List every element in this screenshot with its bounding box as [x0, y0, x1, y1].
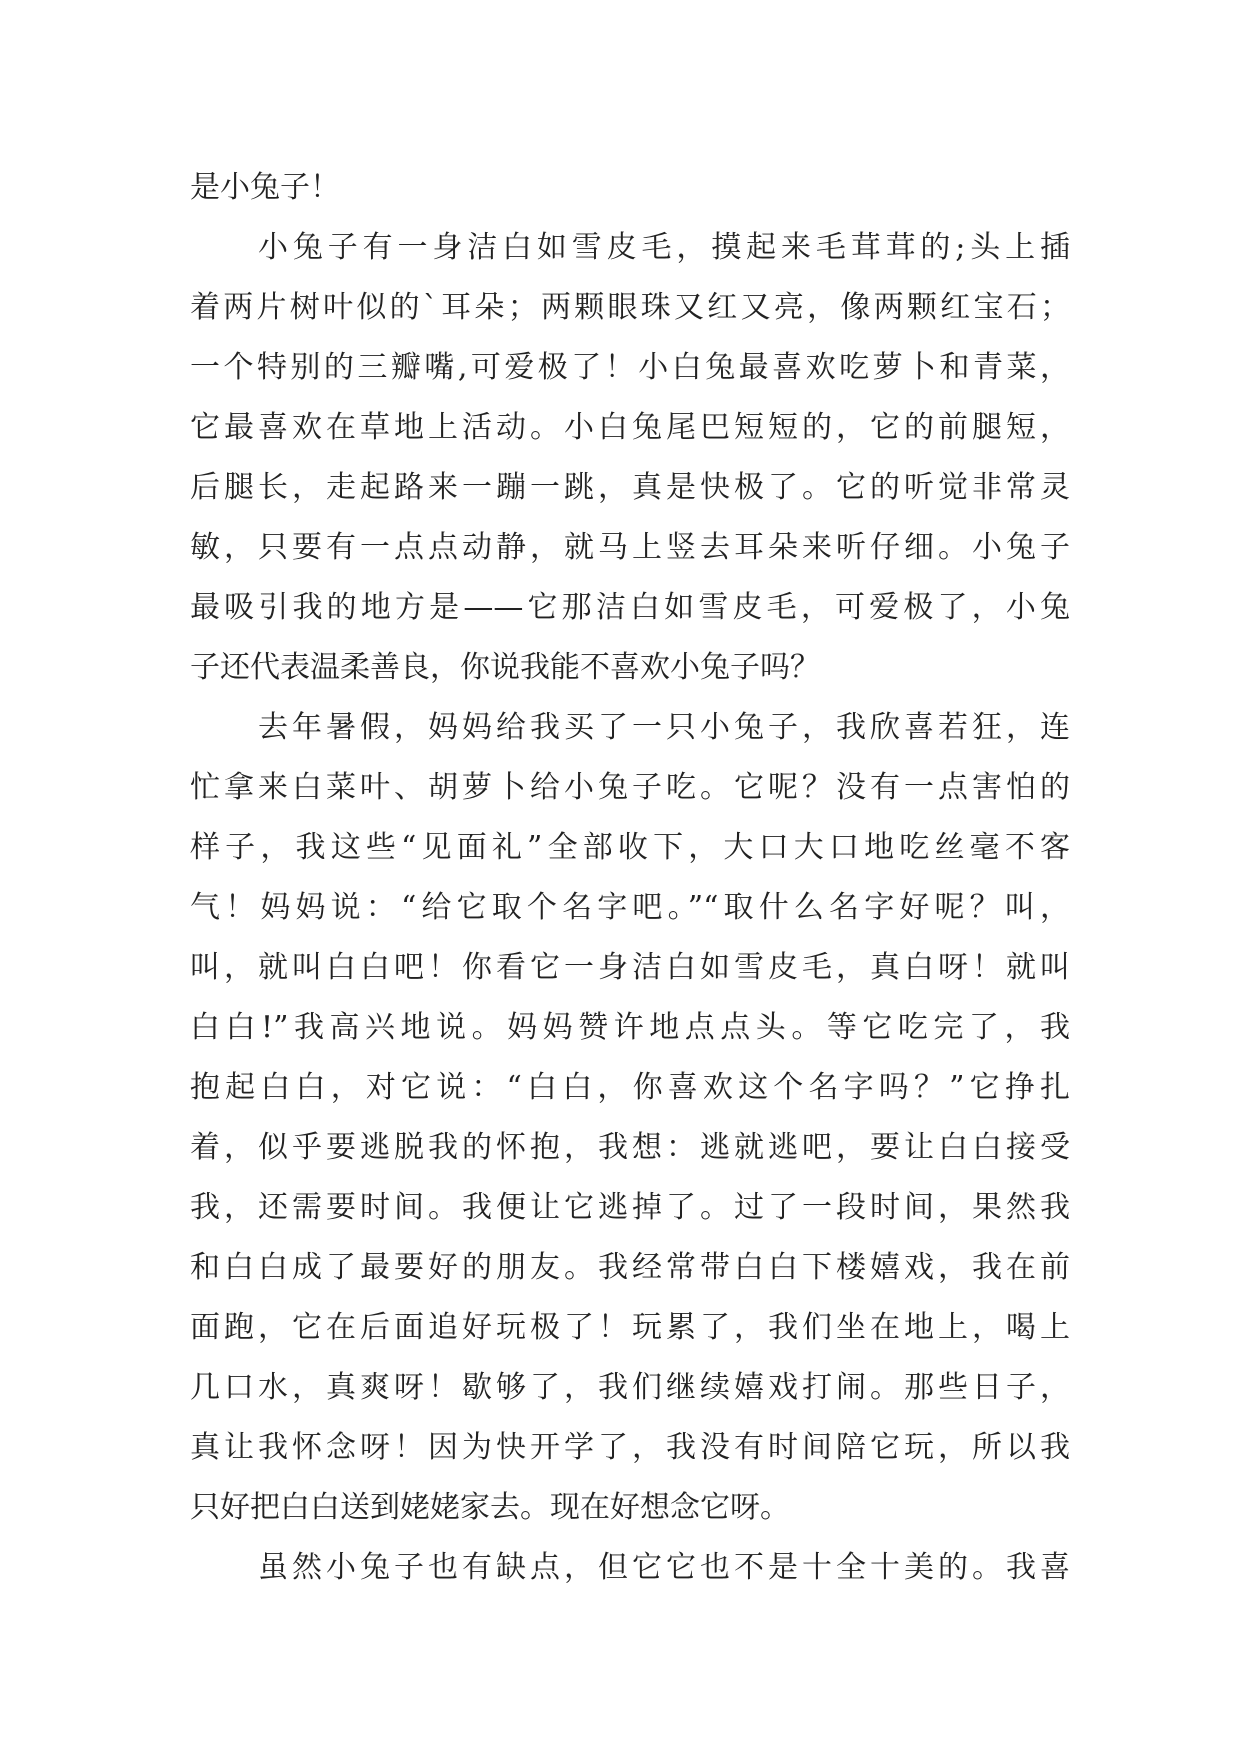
text-line: 和白白成了最要好的朋友。我经常带白白下楼嬉戏，我在前: [190, 1250, 1070, 1285]
text-line: 最吸引我的地方是——它那洁白如雪皮毛，可爱极了，小兔: [190, 590, 1070, 625]
text-line: 气！妈妈说：“给它取个名字吧。”“取什么名字好呢？叫，: [190, 890, 1070, 925]
text-line: 着两片树叶似的`耳朵；两颗眼珠又红又亮，像两颗红宝石；: [190, 290, 1070, 325]
text-line: 小兔子有一身洁白如雪皮毛，摸起来毛茸茸的;头上插: [258, 230, 1070, 265]
text-line: 抱起白白，对它说：“白白，你喜欢这个名字吗？”它挣扎: [190, 1070, 1070, 1105]
text-line: 我，还需要时间。我便让它逃掉了。过了一段时间，果然我: [190, 1190, 1070, 1225]
text-line: 子还代表温柔善良，你说我能不喜欢小兔子吗？: [190, 650, 820, 685]
text-line: 样子，我这些“见面礼”全部收下，大口大口地吃丝毫不客: [190, 830, 1070, 865]
text-line: 一个特别的三瓣嘴,可爱极了！小白兔最喜欢吃萝卜和青菜，: [190, 350, 1070, 385]
text-line: 只好把白白送到姥姥家去。现在好想念它呀。: [190, 1490, 790, 1525]
text-line: 真让我怀念呀！因为快开学了，我没有时间陪它玩，所以我: [190, 1430, 1070, 1465]
text-line: 叫，就叫白白吧！你看它一身洁白如雪皮毛，真白呀！就叫: [190, 950, 1070, 985]
text-line: 它最喜欢在草地上活动。小白兔尾巴短短的，它的前腿短，: [190, 410, 1070, 445]
text-line: 几口水，真爽呀！歇够了，我们继续嬉戏打闹。那些日子，: [190, 1370, 1070, 1405]
text-line: 虽然小兔子也有缺点，但它它也不是十全十美的。我喜: [258, 1550, 1070, 1585]
text-line: 白白!”我高兴地说。妈妈赞许地点点头。等它吃完了，我: [190, 1010, 1070, 1045]
text-line: 是小兔子！: [190, 170, 340, 205]
essay-body: [190, 158, 1070, 1598]
text-line: 敏，只要有一点点动静，就马上竖去耳朵来听仔细。小兔子: [190, 530, 1070, 565]
text-line: 着，似乎要逃脱我的怀抱，我想：逃就逃吧，要让白白接受: [190, 1130, 1070, 1165]
text-line: 面跑，它在后面追好玩极了！玩累了，我们坐在地上，喝上: [190, 1310, 1070, 1345]
text-line: 后腿长，走起路来一蹦一跳，真是快极了。它的听觉非常灵: [190, 470, 1070, 505]
text-line: 忙拿来白菜叶、胡萝卜给小兔子吃。它呢？没有一点害怕的: [190, 770, 1070, 805]
text-line: 去年暑假，妈妈给我买了一只小兔子，我欣喜若狂，连: [258, 710, 1070, 745]
